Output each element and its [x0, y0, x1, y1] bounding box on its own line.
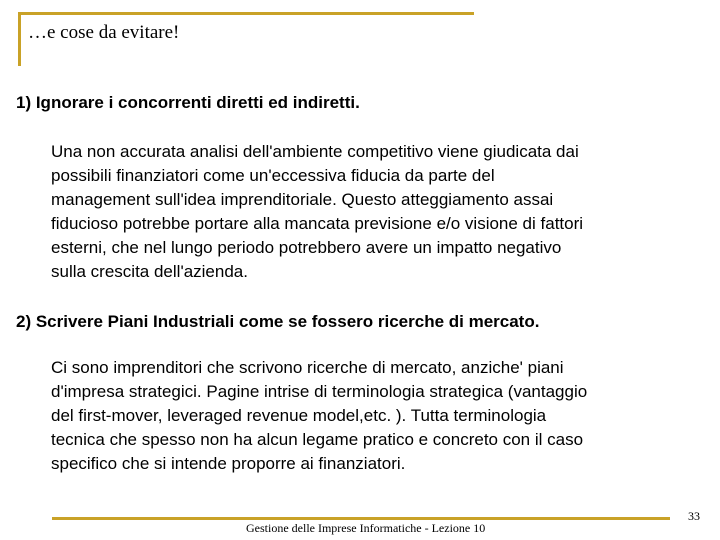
paragraph-line: fiducioso potrebbe portare alla mancata previsione e/o visione di fattori — [51, 214, 584, 233]
paragraph-line: esterni, che nel lungo periodo potrebbero avere un impatto negativo — [51, 238, 562, 257]
paragraph-line: Ci sono imprenditori che scrivono ricerche di mercato, anziche' piani — [51, 358, 564, 377]
paragraph-line: specifico che si intende proporre ai finanziatori. — [51, 454, 406, 473]
paragraph-line: possibili finanziatori come un'eccessiva fiducia da parte del — [51, 166, 495, 185]
footer-text: Gestione delle Imprese Informatiche - Lezione 10 — [246, 521, 486, 535]
item-heading-1: 1) Ignorare i concorrenti diretti ed indiretti. — [16, 93, 360, 112]
paragraph-line: del first-mover, leveraged revenue model,etc. ). Tutta terminologia — [51, 406, 547, 425]
paragraph-line: sulla crescita dell'azienda. — [51, 262, 248, 281]
page-number: 33 — [688, 509, 700, 523]
paragraph-line: d'impresa strategici. Pagine intrise di terminologia strategica (vantaggio — [51, 382, 588, 401]
item-heading-2: 2) Scrivere Piani Industriali come se fossero ricerche di mercato. — [16, 312, 540, 331]
paragraph-line: Una non accurata analisi dell'ambiente competitivo viene giudicata dai — [51, 142, 579, 161]
slide-title: …e cose da evitare! — [28, 22, 180, 43]
item-paragraph-1 — [51, 140, 701, 284]
item-paragraph-2 — [51, 356, 701, 476]
footer-divider — [52, 517, 670, 520]
paragraph-line: management sull'idea imprenditoriale. Questo atteggiamento assai — [51, 190, 554, 209]
paragraph-line: tecnica che spesso non ha alcun legame pratico e concreto con il caso — [51, 430, 584, 449]
